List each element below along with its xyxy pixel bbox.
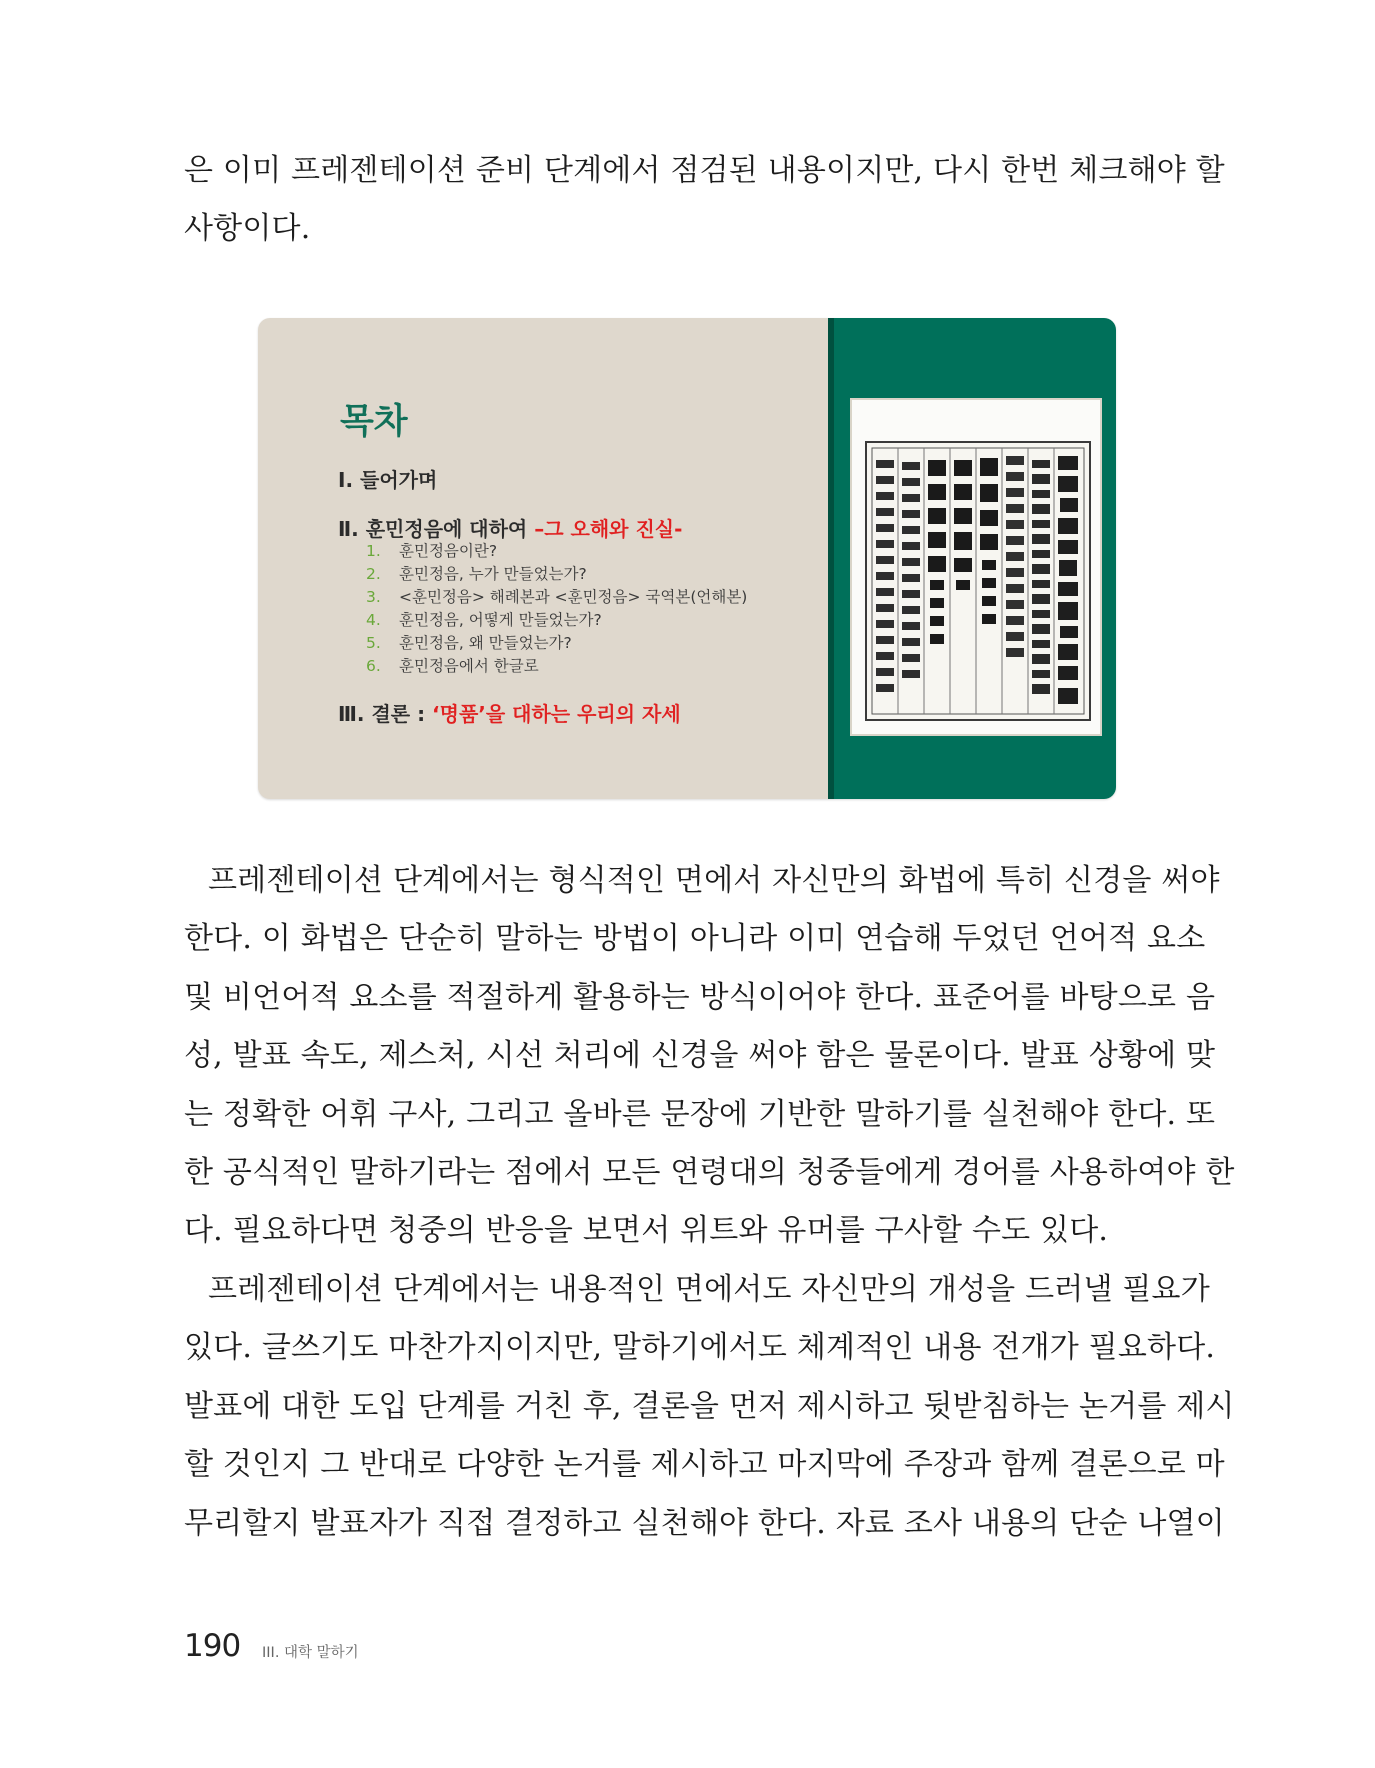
toc-section-1-label: Ⅰ. 들어가며 (338, 468, 438, 492)
table-of-contents-slide (258, 318, 1116, 799)
slide-title: 목차 (340, 402, 408, 442)
toc-subitem-number: 5. (366, 634, 381, 652)
text-line: 있다. 글쓰기도 마찬가지이지만, 말하기에서도 체계적인 내용 전개가 필요하다. (184, 1330, 1216, 1366)
text-line: 할 것인지 그 반대로 다양한 논거를 제시하고 마지막에 주장과 함께 결론으로 마 (184, 1447, 1225, 1483)
toc-section-3-label: Ⅲ. 결론 : (338, 702, 433, 726)
toc-subitem (366, 540, 747, 563)
text-line: 은 이미 프레젠테이션 준비 단계에서 점검된 내용이지만, 다시 한번 체크해야 할 (184, 153, 1225, 188)
toc-subitem (366, 586, 747, 609)
toc-subitem (366, 632, 747, 655)
toc-subitem-text: 훈민정음이란? (399, 542, 498, 560)
toc-subitem (366, 563, 747, 586)
toc-subitem (366, 655, 747, 678)
toc-section-2-highlight: –그 오해와 진실- (534, 517, 683, 541)
old-document-image (850, 398, 1102, 736)
toc-subitem-number: 1. (366, 542, 381, 560)
text-line: 프레젠테이션 단계에서는 내용적인 면에서도 자신만의 개성을 드러낼 필요가 (208, 1272, 1210, 1307)
text-line: 무리할지 발표자가 직접 결정하고 실천해야 한다. 자료 조사 내용의 단순 나열이 (184, 1505, 1225, 1541)
old-document-picture (852, 400, 1100, 734)
toc-subitem-text: 훈민정음, 왜 만들었는가? (399, 634, 572, 652)
body-paragraph-1 (184, 852, 1235, 1261)
toc-subitem-text: <훈민정음> 해례본과 <훈민정음> 국역본(언해본) (399, 588, 748, 606)
body-paragraph-2 (184, 1261, 1235, 1553)
toc-subitem-number: 4. (366, 611, 381, 629)
toc-subitem-number: 2. (366, 565, 381, 583)
toc-subitem-text: 훈민정음, 어떻게 만들었는가? (399, 611, 602, 629)
toc-subitem-text: 훈민정음, 누가 만들었는가? (399, 565, 587, 583)
toc-section-1 (338, 464, 437, 493)
toc-subitem-number: 6. (366, 657, 381, 675)
page-number: 190 (184, 1628, 241, 1664)
toc-section-3 (338, 698, 681, 727)
toc-section-2 (338, 513, 682, 542)
text-line: 발표에 대한 도입 단계를 거친 후, 결론을 먼저 제시하고 뒷받침하는 논거를 제시 (184, 1388, 1235, 1424)
slide-divider (828, 318, 834, 799)
text-line: 및 비언어적 요소를 적절하게 활용하는 방식이어야 한다. 표준어를 바탕으로 음 (184, 979, 1216, 1015)
text-line: 사항이다. (184, 211, 311, 247)
text-line: 다. 필요하다면 청중의 반응을 보면서 위트와 유머를 구사할 수도 있다. (184, 1213, 1109, 1249)
intro-paragraph (184, 142, 1225, 259)
toc-section-3-highlight: ‘명품’을 대하는 우리의 자세 (432, 702, 681, 726)
chapter-label: III. 대학 말하기 (262, 1645, 359, 1661)
toc-section-2-label: Ⅱ. 훈민정음에 대하여 (338, 517, 535, 541)
toc-subitem-number: 3. (366, 588, 381, 606)
text-line: 한다. 이 화법은 단순히 말하는 방법이 아니라 이미 연습해 두었던 언어적 요소 (184, 921, 1206, 957)
text-line: 는 정확한 어휘 구사, 그리고 올바른 문장에 기반한 말하기를 실천해야 한다. 또 (184, 1096, 1216, 1132)
toc-subitem (366, 609, 747, 632)
text-line: 한 공식적인 말하기라는 점에서 모든 연령대의 청중들에게 경어를 사용하여야 한 (184, 1155, 1235, 1191)
text-line: 프레젠테이션 단계에서는 형식적인 면에서 자신만의 화법에 특히 신경을 써야 (208, 863, 1220, 898)
toc-subitem-list (366, 540, 747, 678)
text-line: 성, 발표 속도, 제스처, 시선 처리에 신경을 써야 함은 물론이다. 발표 상황에 맞 (184, 1038, 1216, 1074)
toc-subitem-text: 훈민정음에서 한글로 (399, 657, 539, 675)
